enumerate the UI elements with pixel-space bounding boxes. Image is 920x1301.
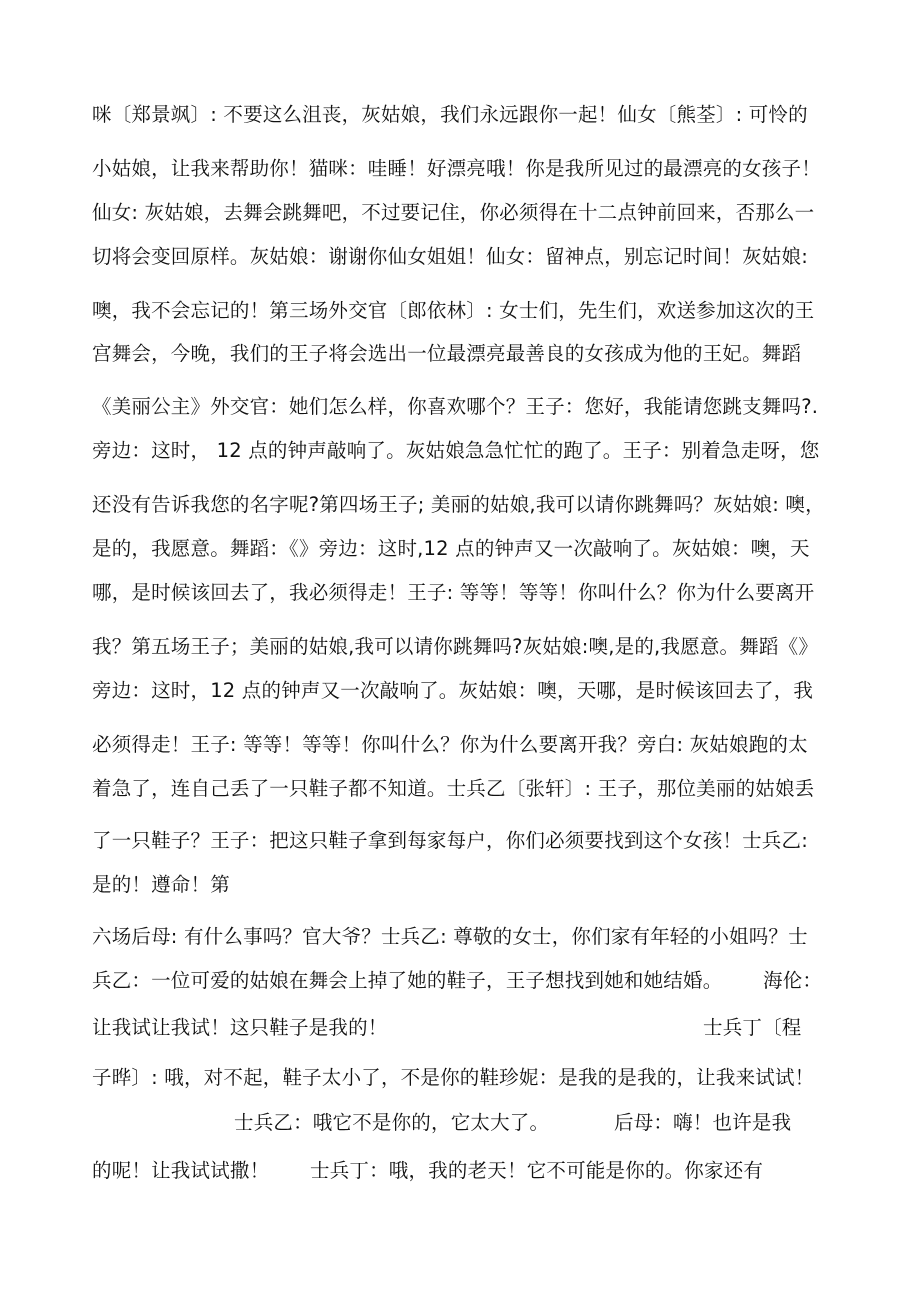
text-line: 必须得走！王子: 等等！等等！你叫什么？你为什么要离开我？旁白: 灰姑娘跑的太	[92, 733, 808, 756]
text-line: 还没有告诉我您的名字呢?第四场王子; 美丽的姑娘,我可以请你跳舞吗？灰姑娘: 噢，	[92, 493, 825, 516]
text-line: 噢，我不会忘记的！第三场外交官〔郎依林〕: 女士们，先生们，欢送参加这次的王	[92, 299, 815, 322]
text-line: 旁边：这时， 12 点的钟声敲响了。灰姑娘急急忙忙的跑了。王子：别着急走呀，您	[92, 439, 820, 462]
text-line: 是的！遵命！第	[92, 873, 230, 896]
text-line: 咪〔郑景飒〕: 不要这么沮丧，灰姑娘，我们永远跟你一起！仙女〔熊荃〕: 可怜的	[92, 103, 808, 126]
text-line: 哪，是时候该回去了，我必须得走！王子: 等等！等等！你叫什么？你为什么要离开	[92, 581, 815, 604]
text-line: 切将会变回原样。灰姑娘：谢谢你仙女姐姐！仙女：留神点，别忘记时间！灰姑娘:	[92, 245, 808, 268]
text-line: 我？第五场王子；美丽的姑娘,我可以请你跳舞吗?灰姑娘:噢,是的,我愿意。舞蹈《》	[92, 635, 819, 658]
text-line: 小姑娘，让我来帮助你！猫咪：哇睡！好漂亮哦！你是我所见过的最漂亮的女孩子！	[92, 157, 821, 180]
text-line: 兵乙：一位可爱的姑娘在舞会上掉了她的鞋子，王子想找到她和她结婚。	[92, 969, 723, 992]
text-line: 是的，我愿意。舞蹈：《》旁边：这时,12 点的钟声又一次敲响了。灰姑娘：噢，天	[92, 537, 810, 560]
text-line: 宫舞会，今晚，我们的王子将会选出一位最漂亮最善良的女孩成为他的王妃。舞蹈	[92, 342, 802, 365]
text-segment-left: 士兵乙：哦它不是你的，它太大了。	[234, 1111, 550, 1134]
text-line: 着急了，连自己丢了一只鞋子都不知道。士兵乙〔张轩〕: 王子，那位美丽的姑娘丢	[92, 777, 815, 800]
text-line: 《美丽公主》外交官：她们怎么样，你喜欢哪个？王子：您好，我能请您跳支舞吗?.	[92, 395, 819, 418]
text-line: 仙女: 灰姑娘，去舞会跳舞吧，不过要记住，你必须得在十二点钟前回来，否那么一	[92, 201, 815, 224]
text-line: 旁边：这时，12 点的钟声又一次敲响了。灰姑娘：噢，天哪，是时候该回去了，我	[92, 679, 814, 702]
text-segment-speaker: 海伦：	[763, 969, 823, 992]
text-segment-right: 后母：嗨！也许是我	[614, 1111, 792, 1134]
text-segment-right: 士兵丁：哦，我的老天！它不可能是你的。你家还有	[310, 1159, 764, 1182]
text-line: 子晔〕: 哦，对不起，鞋子太小了，不是你的鞋珍妮：是我的是我的，让我来试试！	[92, 1066, 815, 1089]
text-segment-right: 士兵丁〔程	[703, 1016, 802, 1039]
text-segment-left: 让我试让我试！这只鞋子是我的！	[92, 1016, 388, 1039]
text-line: 六场后母: 有什么事吗？官大爷？士兵乙: 尊敬的女士，你们家有年轻的小姐吗？士	[92, 925, 808, 948]
text-segment-left: 的呢！让我试试撒！	[92, 1159, 270, 1182]
text-line: 了一只鞋子？王子：把这只鞋子拿到每家每户，你们必须要找到这个女孩！士兵乙:	[92, 829, 808, 852]
